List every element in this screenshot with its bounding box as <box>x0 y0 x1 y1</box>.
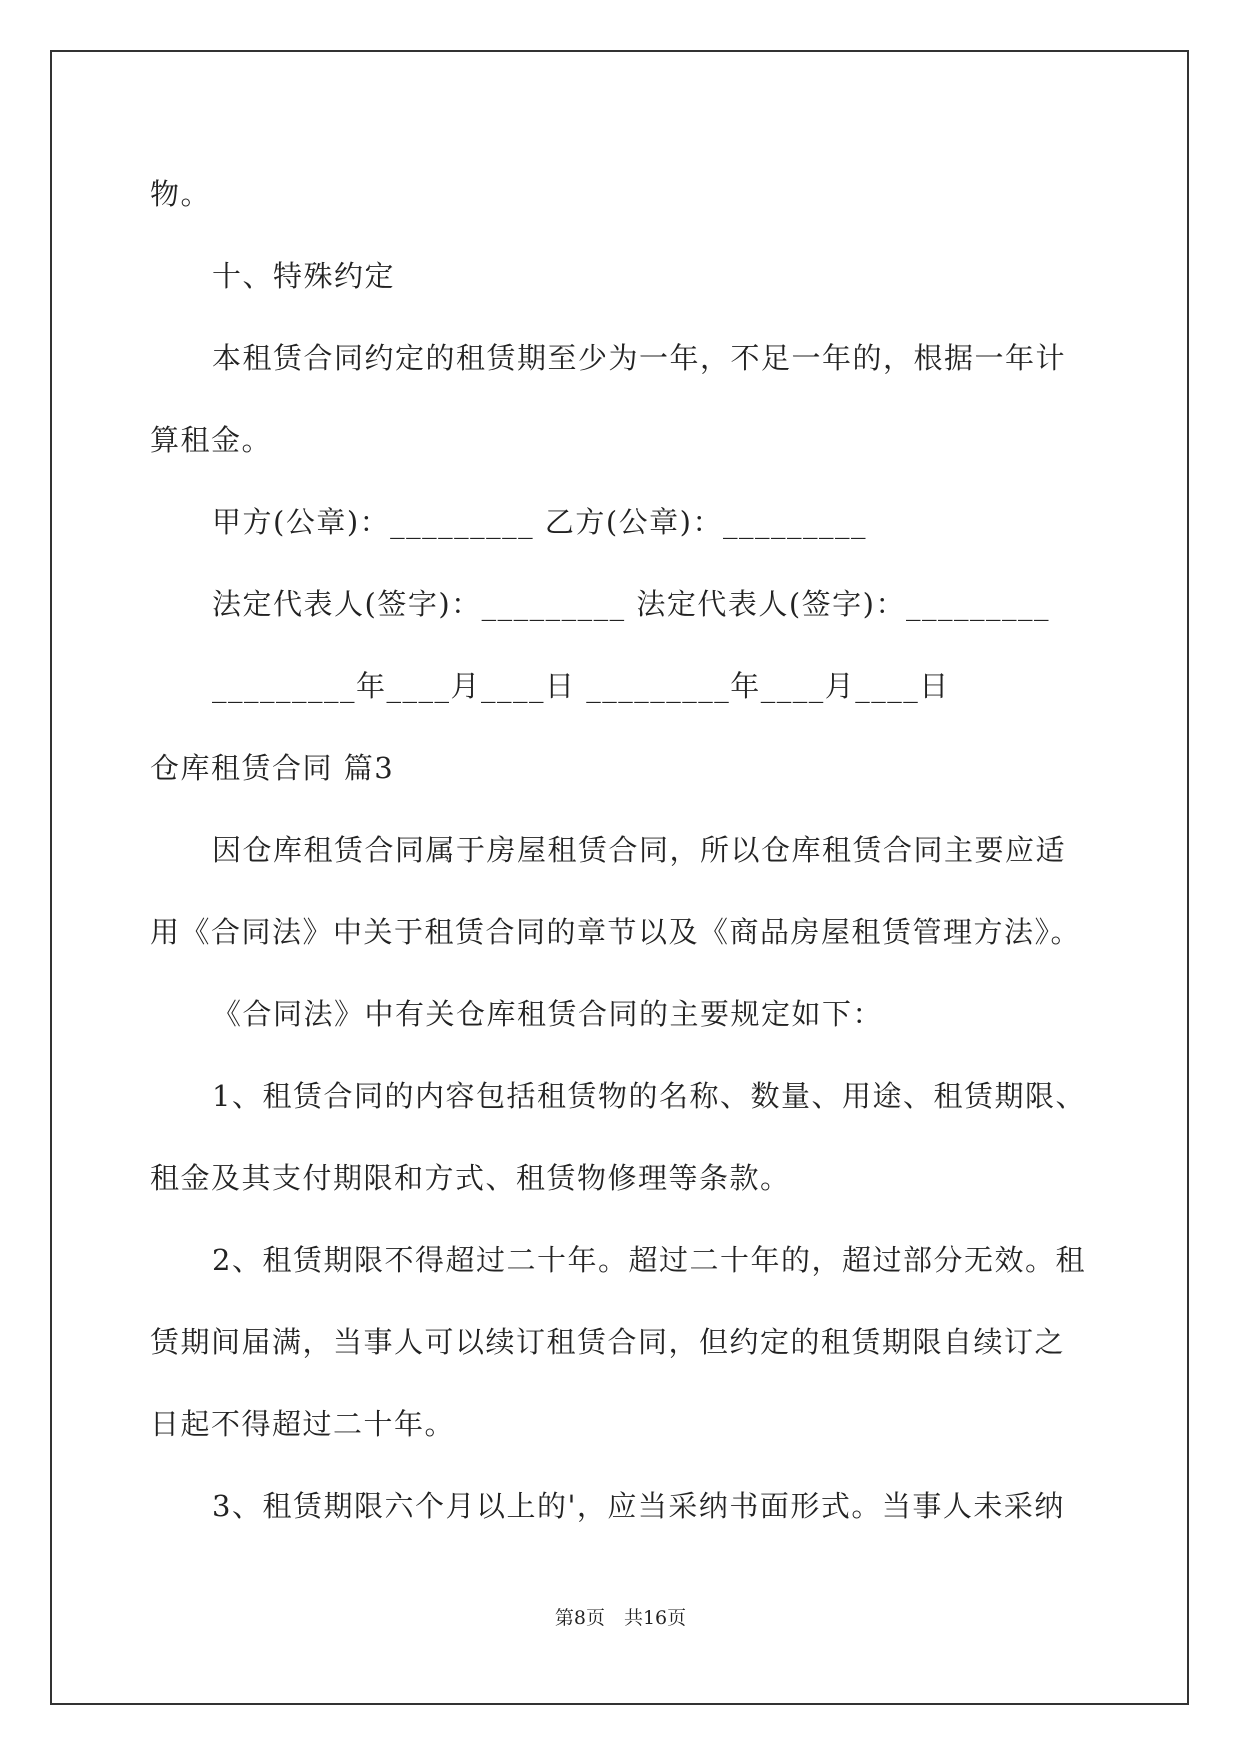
text-line: 3、租赁期限六个月以上的'，应当采纳书面形式。当事人未采纳 <box>212 1489 1065 1523</box>
text-line: 日起不得超过二十年。 <box>150 1407 456 1441</box>
seal-line: 甲方(公章)：_________ 乙方(公章)：_________ <box>212 505 867 539</box>
section-heading: 十、特殊约定 <box>212 259 396 293</box>
text-line: 1、租赁合同的内容包括租赁物的名称、数量、用途、租赁期限、 <box>212 1079 1086 1113</box>
text-line: 2、租赁期限不得超过二十年。超过二十年的，超过部分无效。租 <box>212 1243 1086 1277</box>
signature-line: 法定代表人(签字)：_________ 法定代表人(签字)：_________ <box>212 587 1050 621</box>
text-line: 用《合同法》中关于租赁合同的章节以及《商品房屋租赁管理方法》。 <box>150 915 1082 949</box>
text-line: 赁期间届满，当事人可以续订租赁合同，但约定的租赁期限自续订之 <box>150 1325 1066 1359</box>
page-border <box>50 50 1189 1705</box>
article-title: 仓库租赁合同 篇3 <box>150 751 395 785</box>
text-line: 因仓库租赁合同属于房屋租赁合同，所以仓库租赁合同主要应适 <box>212 833 1067 867</box>
page-number: 第8页 共16页 <box>554 1607 687 1629</box>
date-line: _________年____月____日 _________年____月____日 <box>212 669 950 703</box>
text-line: 物。 <box>150 177 212 211</box>
text-line: 租金及其支付期限和方式、租赁物修理等条款。 <box>150 1161 791 1195</box>
text-line: 《合同法》中有关仓库租赁合同的主要规定如下： <box>212 997 884 1031</box>
text-line: 本租赁合同约定的租赁期至少为一年，不足一年的，根据一年计 <box>212 341 1067 375</box>
text-line: 算租金。 <box>150 423 273 457</box>
